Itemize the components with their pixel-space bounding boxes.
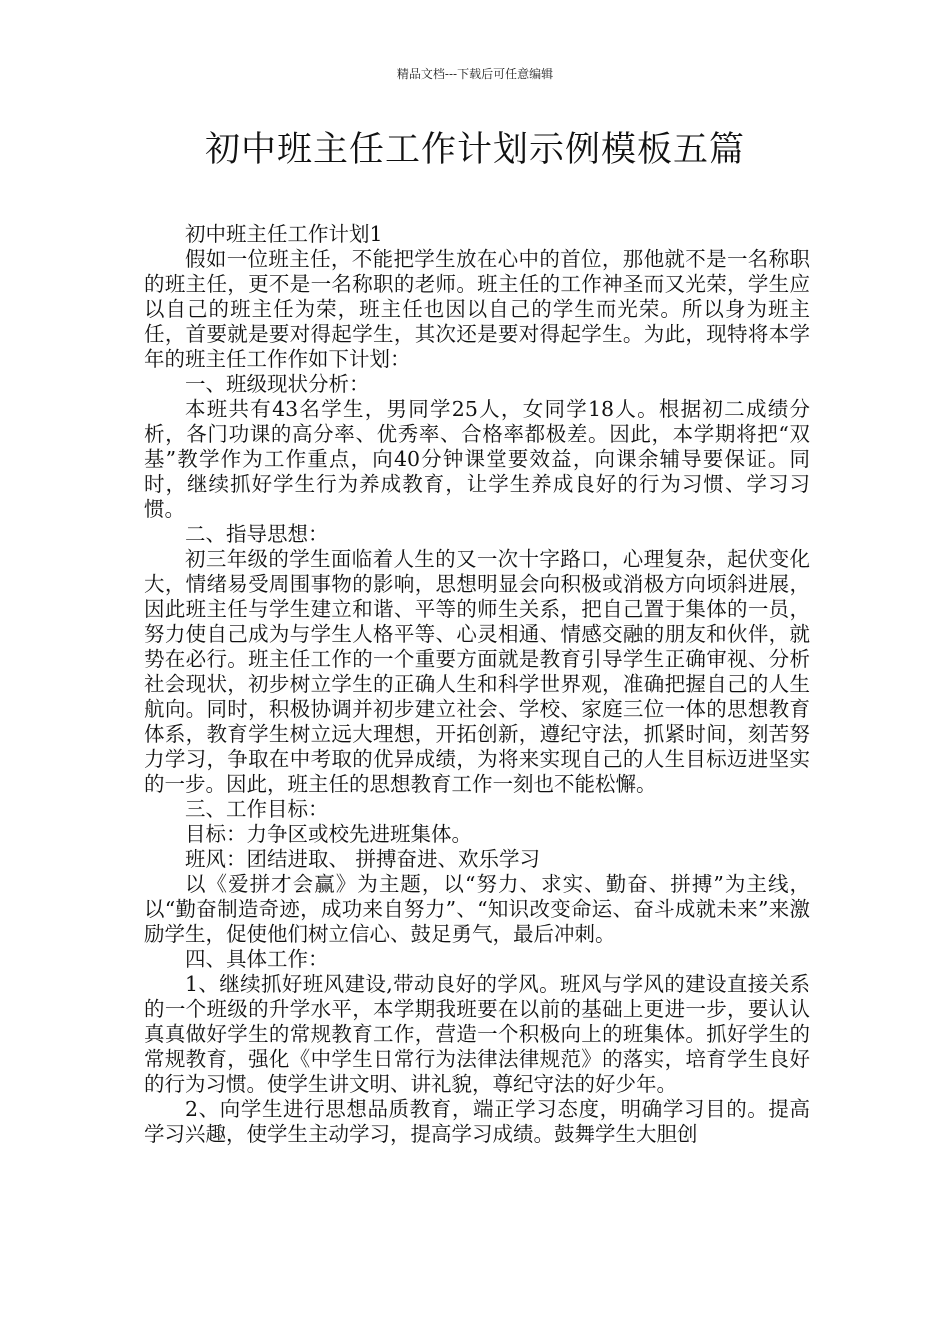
section-heading-guiding-idea: 二、指导思想： bbox=[185, 522, 329, 546]
intro-paragraph: 假如一位班主任，不能把学生放在心中的首位，那他就不是一名称职的班主任，更不是一名称职的老师。班主任的工作神圣而又光荣，学生应以自己的班主任为荣，班主任也因以自己的学生而光荣。所以身为班主任，首要就是要对得起学生，其次还是要对得起学生。为此，现特将本学年的班主任工作作如下计划： bbox=[144, 247, 810, 371]
class-style-line: 班风：团结进取、 拼搏奋进、欢乐学习 bbox=[185, 847, 541, 871]
work-item-2-paragraph: 2、向学生进行思想品质教育，端正学习态度，明确学习目的。提高学习兴趣，使学生主动学习，提高学习成绩。鼓舞学生大胆创 bbox=[144, 1097, 810, 1146]
document-title: 初中班主任工作计划示例模板五篇 bbox=[204, 130, 745, 170]
section-heading-class-status: 一、班级现状分析： bbox=[185, 372, 370, 396]
section-heading-specific-work: 四、具体工作： bbox=[185, 947, 329, 971]
header-note: 精品文档---下载后可任意编辑 bbox=[396, 67, 554, 81]
section-heading-work-goals: 三、工作目标： bbox=[185, 797, 329, 821]
class-status-paragraph: 本班共有43名学生，男同学25人，女同学18人。根据初二成绩分析，各门功课的高分率、优秀率、合格率都极差。因此，本学期将把“双基”教学作为工作重点，向40分钟课堂要效益，向课余辅导要保证。同时，继续抓好学生行为养成教育，让学生养成良好的行为习惯、学习习惯。 bbox=[144, 397, 810, 521]
theme-paragraph: 以《爱拼才会赢》为主题，以“努力、求实、勤奋、拼搏”为主线，以“勤奋制造奇迹，成功来自努力”、“知识改变命运、奋斗成就未来”来激励学生，促使他们树立信心、鼓足勇气，最后冲刺。 bbox=[144, 872, 810, 946]
section-heading-plan-1: 初中班主任工作计划1 bbox=[185, 222, 383, 246]
document-body bbox=[144, 222, 810, 1147]
guiding-idea-paragraph: 初三年级的学生面临着人生的又一次十字路口，心理复杂，起伏变化大，情绪易受周围事物的影响，思想明显会向积极或消极方向顷斜进展，因此班主任与学生建立和谐、平等的师生关系，把自己置于集体的一员，努力使自己成为与学生人格平等、心灵相通、情感交融的朋友和伙伴，就势在必行。班主任工作的一个重要方面就是教育引导学生正确审视、分析社会现状，初步树立学生的正确人生和科学世界观，准确把握自己的人生航向。同时，积极协调并初步建立社会、学校、家庭三位一体的思想教育体系，教育学生树立远大理想，开拓创新，遵纪守法，抓紧时间，刻苦努力学习，争取在中考取的优异成绩，为将来实现自己的人生目标迈进坚实的一步。因此，班主任的思想教育工作一刻也不能松懈。 bbox=[144, 547, 810, 796]
goal-line: 目标：力争区或校先进班集体。 bbox=[185, 822, 472, 846]
work-item-1-paragraph: 1、继续抓好班风建设,带动良好的学风。班风与学风的建设直接关系的一个班级的升学水平，本学期我班要在以前的基础上更进一步，要认认真真做好学生的常规教育工作，营造一个积极向上的班集体。抓好学生的常规教育，强化《中学生日常行为法律法律规范》的落实，培育学生良好的行为习惯。使学生讲文明、讲礼貌，尊纪守法的好少年。 bbox=[144, 972, 810, 1096]
